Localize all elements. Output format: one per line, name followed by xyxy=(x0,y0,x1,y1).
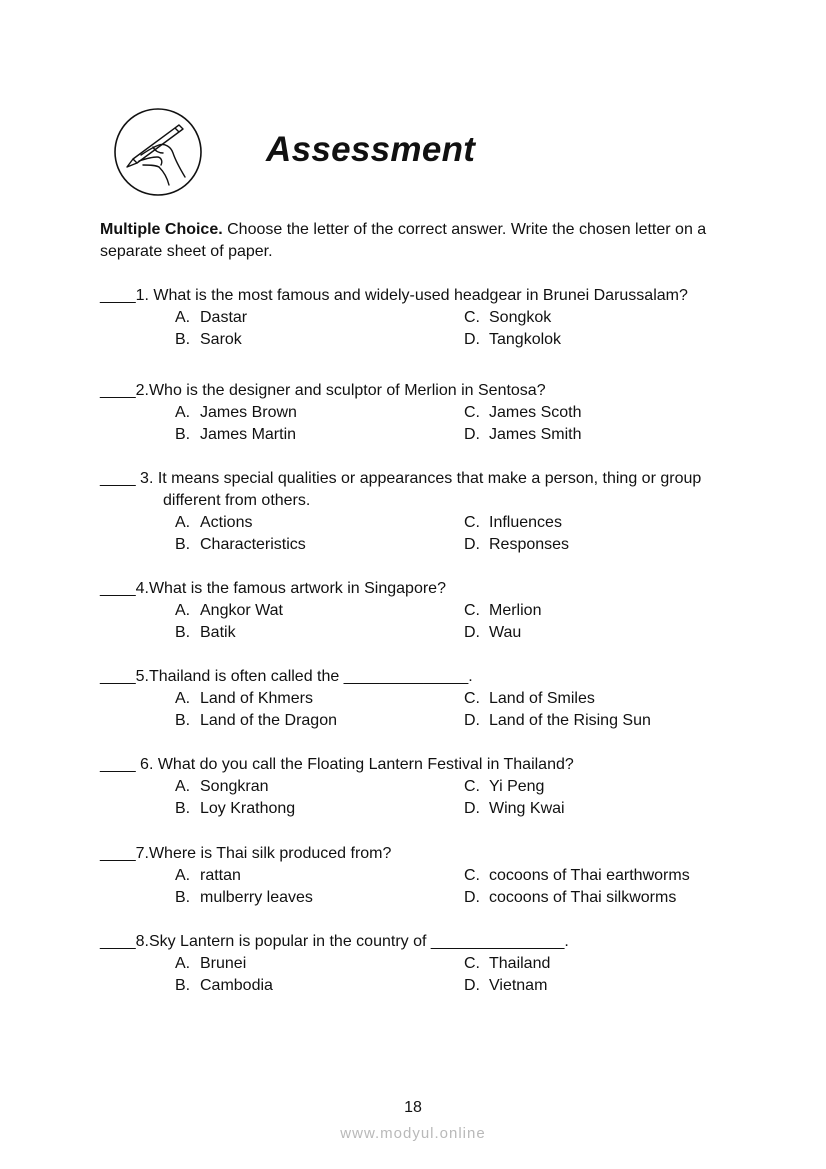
question-prompt-continued: different from others. xyxy=(163,492,311,509)
option-d: D. Land of the Rising Sun xyxy=(464,712,651,729)
question-prompt: ____ 6. What do you call the Floating Lantern Festival in Thailand? xyxy=(100,756,574,773)
option-a: A. Actions xyxy=(175,514,253,531)
question-prompt: ____8.Sky Lantern is popular in the country of _______________. xyxy=(100,933,569,950)
question-6 xyxy=(100,754,740,820)
question-prompt: ____ 3. It means special qualities or appearances that make a person, thing or group xyxy=(100,470,702,487)
question-5 xyxy=(100,666,740,732)
option-a: A. Brunei xyxy=(175,955,247,972)
instructions xyxy=(100,219,740,263)
option-b: B. James Martin xyxy=(175,426,297,443)
option-d: D. James Smith xyxy=(464,426,582,443)
option-c: C. cocoons of Thai earthworms xyxy=(464,867,690,884)
page-number: 18 xyxy=(404,1099,422,1116)
question-prompt: ____1. What is the most famous and widely-used headgear in Brunei Darussalam? xyxy=(100,287,688,304)
option-b: B. Cambodia xyxy=(175,977,273,994)
option-d: D. Tangkolok xyxy=(464,331,562,348)
option-b: B. Batik xyxy=(175,624,236,641)
option-c: C. Influences xyxy=(464,514,562,531)
question-7 xyxy=(100,843,740,909)
option-d: D. cocoons of Thai silkworms xyxy=(464,889,677,906)
question-4 xyxy=(100,578,740,644)
option-a: A. Songkran xyxy=(175,778,269,795)
question-prompt: ____5.Thailand is often called the ______________. xyxy=(100,668,473,685)
option-a: A. Land of Khmers xyxy=(175,690,313,707)
option-b: B. Land of the Dragon xyxy=(175,712,337,729)
question-prompt: ____2.Who is the designer and sculptor of Merlion in Sentosa? xyxy=(100,382,546,399)
watermark: www.modyul.online xyxy=(340,1125,486,1142)
question-3 xyxy=(100,468,740,556)
question-8 xyxy=(100,931,740,997)
option-a: A. rattan xyxy=(175,867,241,884)
question-prompt: ____4.What is the famous artwork in Singapore? xyxy=(100,580,446,597)
option-a: A. Angkor Wat xyxy=(175,602,283,619)
option-d: D. Responses xyxy=(464,536,570,553)
instructions-text: Choose the letter of the correct answer. Write the chosen letter on a separate sheet of paper. xyxy=(100,221,707,260)
question-prompt: ____7.Where is Thai silk produced from? xyxy=(100,845,392,862)
option-a: A. Dastar xyxy=(175,309,248,326)
option-c: C. Yi Peng xyxy=(464,778,545,795)
question-1 xyxy=(100,285,740,351)
option-c: C. Songkok xyxy=(464,309,552,326)
option-d: D. Vietnam xyxy=(464,977,548,994)
option-a: A. James Brown xyxy=(175,404,297,421)
instructions-label: Multiple Choice. xyxy=(100,221,223,238)
option-b: B. Loy Krathong xyxy=(175,800,296,817)
option-c: C. Merlion xyxy=(464,602,542,619)
option-b: B. Characteristics xyxy=(175,536,306,553)
option-c: C. Land of Smiles xyxy=(464,690,595,707)
question-2 xyxy=(100,380,740,446)
page-title: Assessment xyxy=(266,130,476,169)
option-b: B. mulberry leaves xyxy=(175,889,313,906)
option-c: C. Thailand xyxy=(464,955,551,972)
option-c: C. James Scoth xyxy=(464,404,582,421)
option-b: B. Sarok xyxy=(175,331,242,348)
option-d: D. Wing Kwai xyxy=(464,800,565,817)
writing-hand-icon xyxy=(113,107,203,197)
option-d: D. Wau xyxy=(464,624,522,641)
